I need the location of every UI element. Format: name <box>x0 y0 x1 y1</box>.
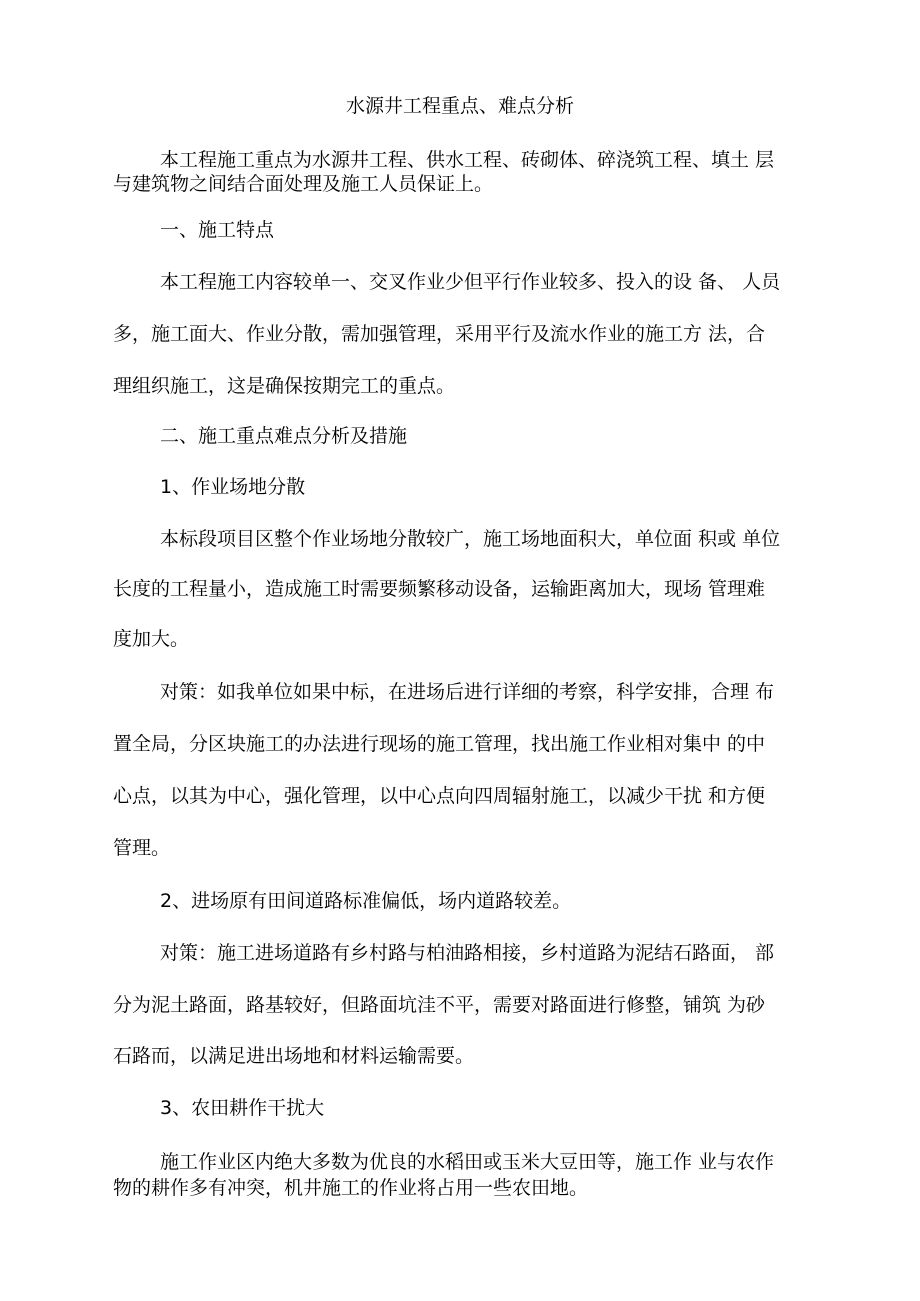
item1-line-1: 本标段项目区整个作业场地分散较广，施工场地面积大，单位面 积或 单位 <box>160 528 781 550</box>
section1-line-3: 理组织施工，这是确保按期完工的重点。 <box>113 375 456 397</box>
section1-heading: 一、施工特点 <box>160 219 275 241</box>
section1-line-1: 本工程施工内容较单一、交叉作业少但平行作业较多、投入的设 备、 人员 <box>160 271 781 293</box>
item1-measure-line-4: 管理。 <box>113 837 171 859</box>
item3-line-1: 施工作业区内绝大多数为优良的水稻田或玉米大豆田等，施工作 业与农作 <box>160 1151 775 1173</box>
section1-line-2: 多，施工面大、作业分散，需加强管理，采用平行及流水作业的施工方 法，合 <box>113 323 766 345</box>
item1-heading: 1、作业场地分散 <box>160 476 306 498</box>
item1-measure-line-3: 心点，以其为中心，强化管理，以中心点向四周辐射施工，以减少干扰 和方便 <box>113 785 766 807</box>
item2-measure-line-2: 分为泥土路面，路基较好，但路面坑洼不平，需要对路面进行修整，铺筑 为砂 <box>113 994 766 1016</box>
intro-line-1: 本工程施工重点为水源井工程、供水工程、砖砌体、碎浇筑工程、填土 层 <box>160 149 775 171</box>
item1-measure-line-1: 对策：如我单位如果中标，在进场后进行详细的考察，科学安排，合理 布 <box>160 681 775 703</box>
item2-heading: 2、进场原有田间道路标准偏低，场内道路较差。 <box>160 890 572 912</box>
item2-measure-line-1: 对策：施工进场道路有乡村路与柏油路相接，乡村道路为泥结石路面， 部 <box>160 942 775 964</box>
document-title: 水源井工程重点、难点分析 <box>345 95 574 117</box>
item3-heading: 3、农田耕作干扰大 <box>160 1097 325 1119</box>
item1-line-2: 长度的工程量小，造成施工时需要频繁移动设备，运输距离加大，现场 管理难 <box>113 578 766 600</box>
item2-measure-line-3: 石路而，以满足进出场地和材料运输需要。 <box>113 1045 475 1067</box>
item1-measure-line-2: 置全局，分区块施工的办法进行现场的施工管理，找出施工作业相对集中 的中 <box>113 733 766 755</box>
item1-line-3: 度加大。 <box>113 628 190 650</box>
section2-heading: 二、施工重点难点分析及措施 <box>160 425 408 447</box>
intro-line-2: 与建筑物之间结合面处理及施工人员保证上。 <box>113 173 494 195</box>
item3-line-2: 物的耕作多有冲突，机井施工的作业将占用一些农田地。 <box>113 1177 589 1199</box>
